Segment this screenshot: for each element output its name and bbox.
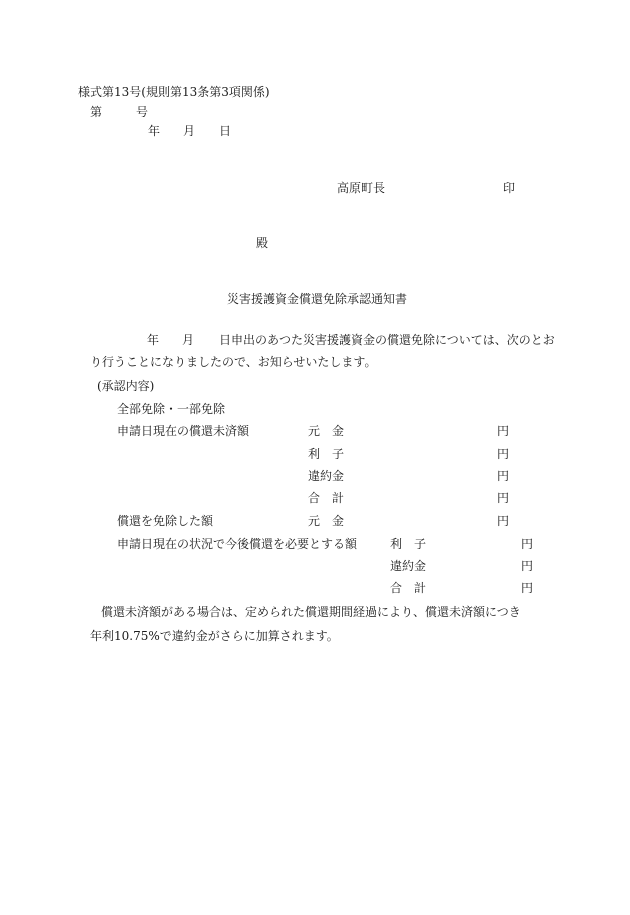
- required-interest-unit: 円: [521, 537, 534, 551]
- exempted-principal-unit: 円: [497, 514, 510, 528]
- date-year: 年: [148, 124, 161, 138]
- date-month: 月: [183, 124, 196, 138]
- exempted-principal-label: 元 金: [308, 514, 345, 528]
- required-penalty-label: 違約金: [390, 559, 427, 573]
- outstanding-label: 申請日現在の償還未済額: [117, 424, 250, 438]
- number-prefix: 第: [90, 105, 103, 119]
- required-penalty-unit: 円: [521, 559, 534, 573]
- outstanding-penalty-label: 違約金: [308, 469, 345, 483]
- form-label: 様式第13号(規則第13条第3項関係): [78, 85, 270, 99]
- required-total-unit: 円: [521, 581, 534, 595]
- sender-title: 高原町長: [337, 181, 386, 195]
- approval-heading: (承認内容): [97, 379, 155, 393]
- required-interest-label: 利 子: [390, 537, 427, 551]
- number-suffix: 号: [136, 105, 149, 119]
- required-total-label: 合 計: [390, 581, 427, 595]
- outstanding-interest-unit: 円: [497, 447, 510, 461]
- recipient-honorific: 殿: [256, 236, 269, 250]
- outstanding-principal-unit: 円: [497, 424, 510, 438]
- intro-line-1: 日申出のあつた災害援護資金の償還免除については、次のとお: [219, 333, 555, 347]
- intro-year: 年: [147, 333, 160, 347]
- outstanding-total-unit: 円: [497, 491, 510, 505]
- note-line-1: 償還未済額がある場合は、定められた償還期間経過により、償還未済額につき: [101, 605, 521, 619]
- date-day: 日: [219, 124, 232, 138]
- intro-line-2: り行うことになりましたので、お知らせいたします。: [90, 355, 377, 369]
- outstanding-principal-label: 元 金: [308, 424, 345, 438]
- seal-mark: 印: [503, 181, 516, 195]
- outstanding-interest-label: 利 子: [308, 447, 345, 461]
- required-label: 申請日現在の状況で今後償還を必要とする額: [117, 537, 358, 551]
- note-line-2: 年利10.75%で違約金がさらに加算されます。: [90, 629, 339, 643]
- outstanding-penalty-unit: 円: [497, 469, 510, 483]
- document-title: 災害援護資金償還免除承認通知書: [227, 292, 408, 306]
- exempted-label: 償還を免除した額: [117, 514, 214, 528]
- exemption-type: 全部免除・一部免除: [117, 402, 226, 416]
- outstanding-total-label: 合 計: [308, 491, 345, 505]
- intro-month: 月: [182, 333, 195, 347]
